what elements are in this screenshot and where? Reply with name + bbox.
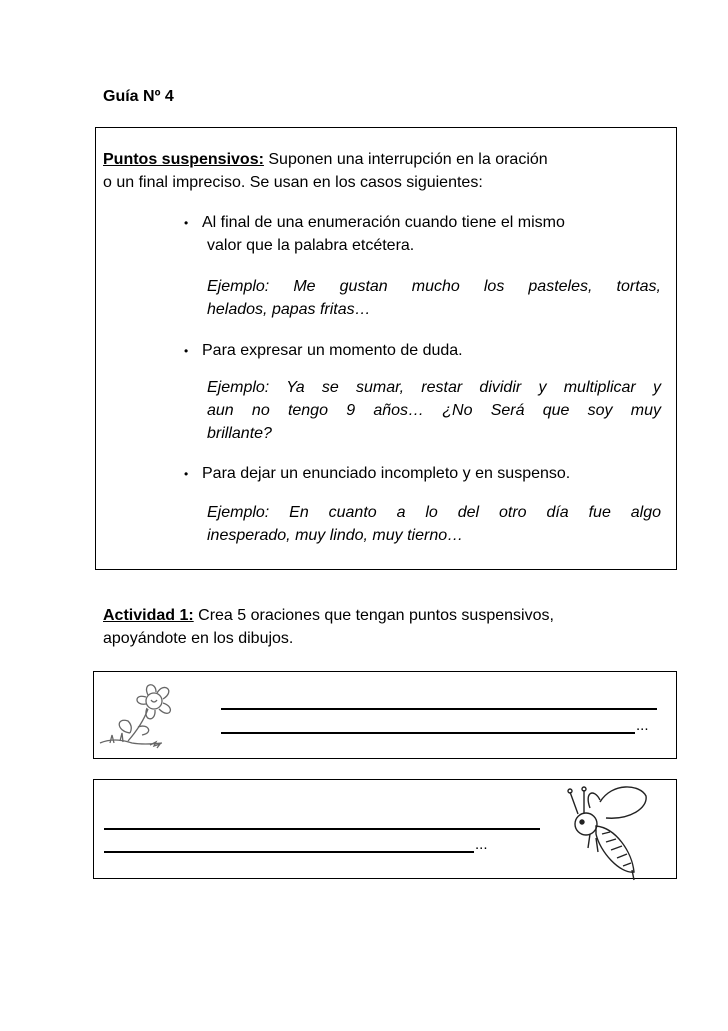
activity-instruction-1: Crea 5 oraciones que tengan puntos suspensivos, — [193, 607, 554, 624]
item-3-example — [207, 501, 661, 547]
ellipsis-1: ... — [636, 717, 649, 734]
item-3-example-line-2: inesperado, muy lindo, muy tierno… — [207, 527, 464, 544]
item-1-example-line-1: Ejemplo: Me gustan mucho los pasteles, tortas, — [207, 278, 661, 295]
bullet-3: • — [184, 467, 189, 481]
item-3-example-line-1: Ejemplo: En cuanto a lo del otro día fue algo — [207, 504, 661, 521]
item-2-text-1: Para expresar un momento de duda. — [202, 342, 463, 359]
item-2-example-line-2: aun no tengo 9 años… ¿No Será que soy muy — [207, 402, 661, 419]
definition-text-1: Suponen una interrupción en la oración — [263, 151, 548, 168]
answer-line-1b[interactable] — [221, 732, 635, 734]
item-1-example — [207, 275, 661, 321]
answer-line-2a[interactable] — [104, 828, 540, 830]
item-1-text-1: Al final de una enumeración cuando tiene el mismo — [202, 214, 565, 231]
ellipsis-2: ... — [475, 836, 488, 853]
item-2-example — [207, 376, 661, 445]
bullet-1: • — [184, 216, 189, 230]
bee-drawing-icon — [560, 782, 658, 882]
answer-line-2b[interactable] — [104, 851, 474, 853]
definition-line-1 — [103, 148, 548, 171]
item-2-example-line-3: brillante? — [207, 425, 272, 442]
flower-drawing-icon — [98, 675, 176, 751]
item-3-text-1: Para dejar un enunciado incompleto y en suspenso. — [202, 465, 571, 482]
activity-line-1 — [103, 604, 554, 627]
definition-line-2: o un final impreciso. Se usan en los casos siguientes: — [103, 174, 483, 191]
activity-label: Actividad 1: — [103, 607, 194, 624]
page-title: Guía Nº 4 — [103, 88, 174, 105]
bullet-2: • — [184, 344, 189, 358]
answer-line-1a[interactable] — [221, 708, 657, 710]
item-2-example-line-1: Ejemplo: Ya se sumar, restar dividir y multiplicar y — [207, 379, 661, 396]
exercise-box-1 — [93, 671, 677, 759]
item-1-example-line-2: helados, papas fritas… — [207, 301, 371, 318]
item-1-text-2: valor que la palabra etcétera. — [207, 237, 415, 254]
activity-line-2: apoyándote en los dibujos. — [103, 630, 294, 647]
term-label: Puntos suspensivos: — [103, 151, 264, 168]
